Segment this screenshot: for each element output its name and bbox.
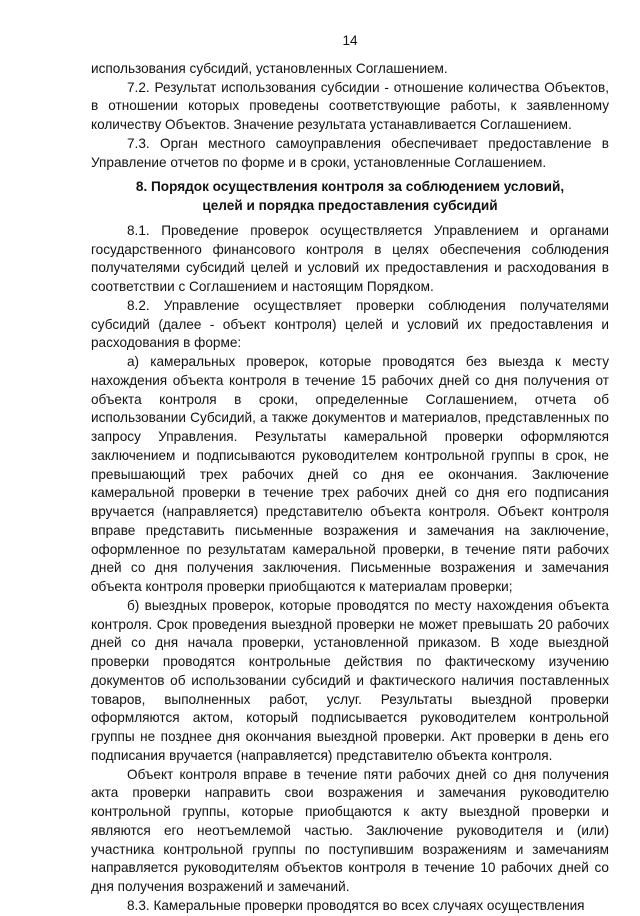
paragraph-8-2-b: б) выездных проверок, которые проводятся по месту нахождения объекта контроля. Срок проведения выездной проверки не может превышать 20 рабочих дней со дня начала проверки, установленной приказом. В ходе выездной проверки проводятся контрольные действия по фактическому изучению документов об использовании субсидий и фактического наличия поставленных товаров, выполненных работ, услуг. Результаты выездной проверки оформляются актом, который подписывается руководителем контрольной группы не позднее дня окончания выездной проверки. Акт проверки в день его подписания вручается (направляется) представителю объекта контроля. xyxy=(91,597,609,763)
page-number: 14 xyxy=(342,33,358,48)
paragraph-8-2-a: а) камеральных проверок, которые проводятся без выезда к месту нахождения объекта контроля в течение 15 рабочих дней со дня получения от объекта контроля в сроки, определенные Соглашением, отчета об использовании Субсидий, а также документов и материалов, представленных по запросу Управления. Результаты камеральной проверки оформляются заключением и подписываются руководителем контрольной группы в срок, не превышающий трех рабочих дней со дня ее окончания. Заключение камеральной проверки в течение трех рабочих дней со дня его подписания вручается (направляется) представителю объекта контроля. Объект контроля вправе представить письменные возражения и замечания на заключение, оформленное по результатам камеральной проверки, в течение пяти рабочих дней со дня получения заключения. Письменные возражения и замечания объекта контроля проверки приобщаются к материалам проверки; xyxy=(91,354,609,594)
paragraph-8-1: 8.1. Проведение проверок осуществляется Управлением и органами государственного финансового контроля в целях обеспечения соблюдения получателями субсидий целей и условий их предоставления и расходования в соответствии с Соглашением и настоящим Порядком. xyxy=(91,222,609,294)
section-8-heading-line1: 8. Порядок осуществления контроля за соблюдением условий, xyxy=(135,179,565,195)
paragraph-7-2: 7.2. Результат использования субсидии - отношение количества Объектов, в отношении которых проведены соответствующие работы, к заявленному количеству Объектов. Значение результата устанавливается Соглашением. xyxy=(91,79,609,132)
paragraph-8-3: 8.3. Камеральные проверки проводятся во всех случаях осуществления xyxy=(127,897,585,913)
paragraph-objection: Объект контроля вправе в течение пяти рабочих дней со дня получения акта проверки направить свои возражения и замечания руководителю контрольной группы, которые приобщаются к акту выездной проверки и являются его неотъемлемой частью. Заключение руководителя и (или) участника контрольной группы по поступившим возражениям и замечаниям направляется руководителям объектов контроля в течение 10 рабочих дней со дня получения возражений и замечаний. xyxy=(91,766,609,894)
paragraph-7-3: 7.3. Орган местного самоуправления обеспечивает предоставление в Управление отчетов по форме и в сроки, установленные Соглашением. xyxy=(91,135,609,170)
section-8-heading-line2: целей и порядка предоставления субсидий xyxy=(202,198,498,213)
paragraph-8-2: 8.2. Управление осуществляет проверки соблюдения получателями субсидий (далее - объект контроля) целей и условий их предоставления и расходования в форме: xyxy=(91,297,609,351)
paragraph-7-1-end: использования субсидий, установленных Соглашением. xyxy=(91,60,448,76)
section-8-heading xyxy=(91,178,609,216)
